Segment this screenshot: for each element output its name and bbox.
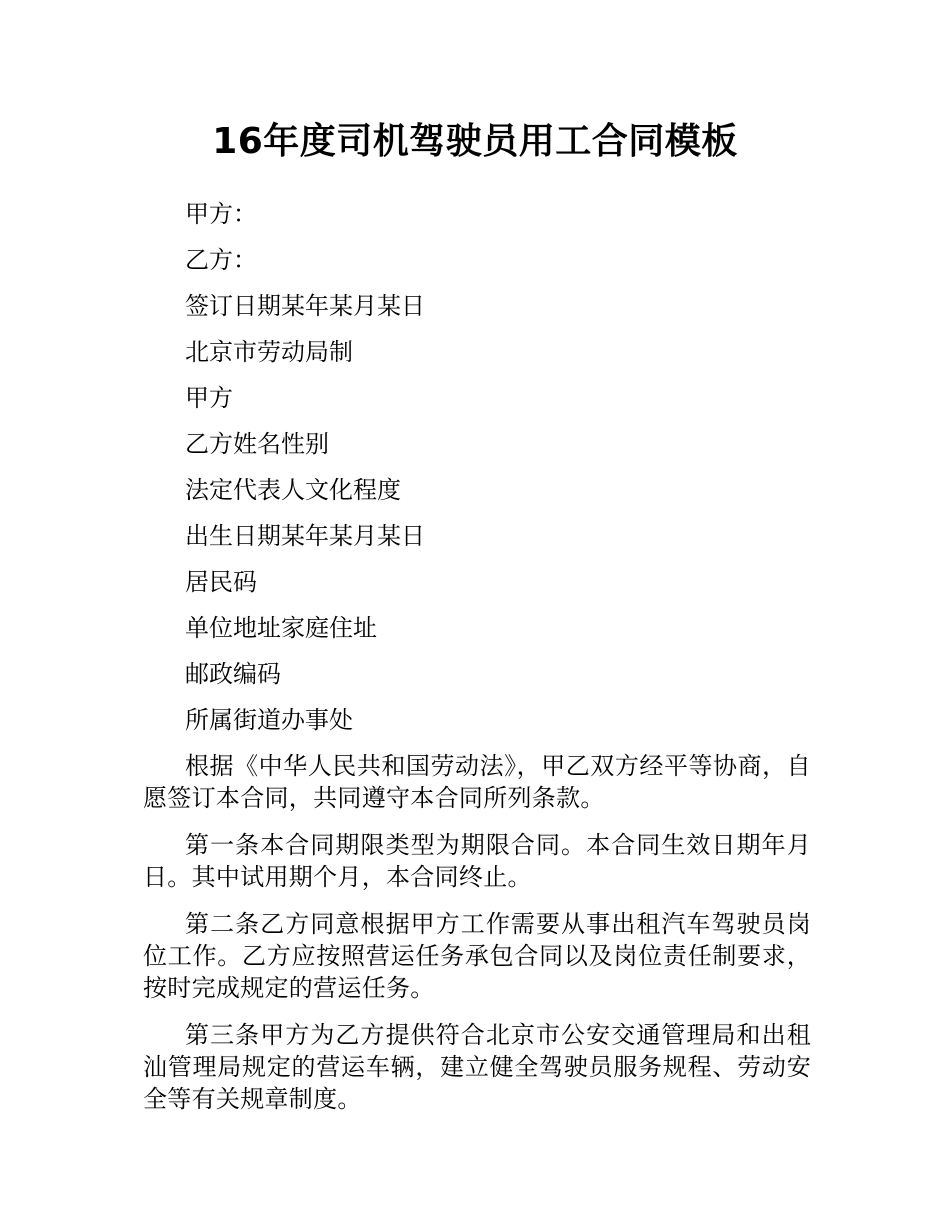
address-line: 单位地址家庭住址 <box>185 614 377 642</box>
subdistrict-office-line: 所属街道办事处 <box>185 706 353 734</box>
party-a-line: 甲方： <box>185 200 257 228</box>
birth-date-line: 出生日期某年某月某日 <box>185 522 425 550</box>
document-body <box>143 198 811 1130</box>
party-b-line: 乙方： <box>185 246 257 274</box>
sign-date-line: 签订日期某年某月某日 <box>185 292 425 320</box>
article-3-paragraph: 第三条甲方为乙方提供符合北京市公安交通管理局和出租汕管理局规定的营运车辆，建立健全驾驶员服务规程、劳动安全等有关规章制度。 <box>143 1021 811 1113</box>
postal-code-line: 邮政编码 <box>185 660 281 688</box>
resident-id-line: 居民码 <box>185 568 257 596</box>
document-title: 16年度司机驾驶员用工合同模板 <box>212 121 738 162</box>
party-a-label: 甲方 <box>185 384 233 412</box>
article-2-paragraph: 第二条乙方同意根据甲方工作需要从事出租汽车驾驶员岗位工作。乙方应按照营运任务承包合同以及岗位责任制要求，按时完成规定的营运任务。 <box>143 910 811 1002</box>
article-1-paragraph: 第一条本合同期限类型为期限合同。本合同生效日期年月日。其中试用期个月，本合同终止。 <box>143 831 811 891</box>
legal-rep-education-line: 法定代表人文化程度 <box>185 476 401 504</box>
preamble-paragraph: 根据《中华人民共和国劳动法》，甲乙双方经平等协商，自愿签订本合同，共同遵守本合同所列条款。 <box>143 752 811 812</box>
name-gender-line: 乙方姓名性别 <box>185 430 329 458</box>
issuer-line: 北京市劳动局制 <box>185 338 353 366</box>
